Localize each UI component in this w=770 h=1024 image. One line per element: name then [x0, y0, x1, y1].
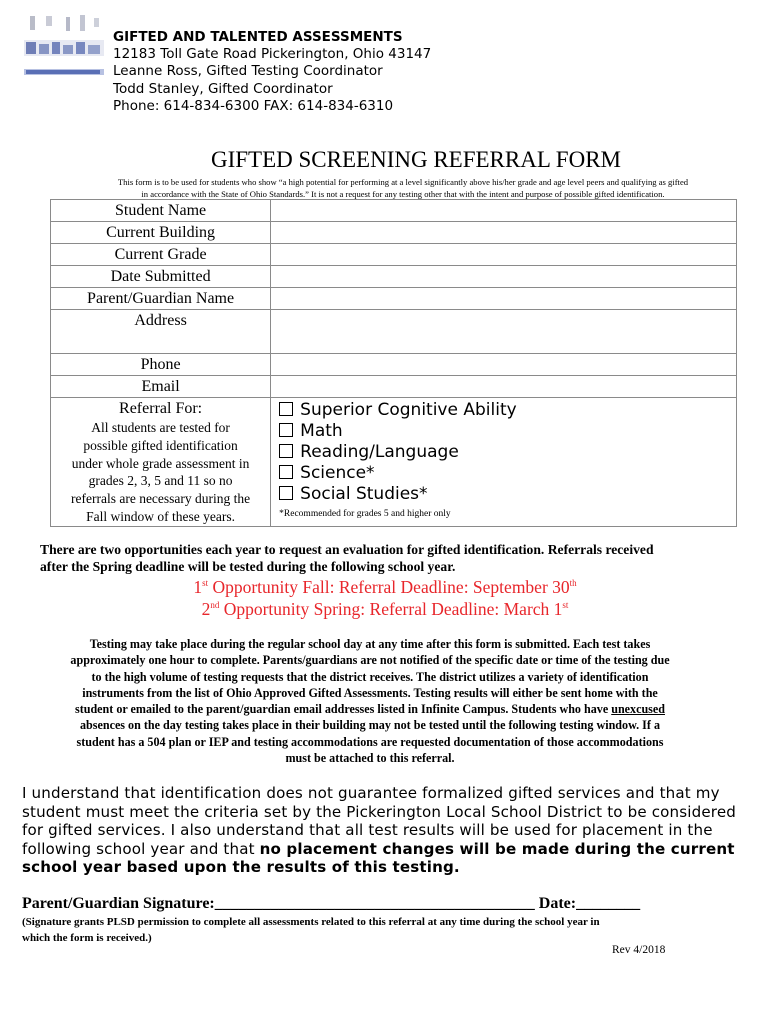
testing-line: Testing may take place during the regular school day at any time after this form is submitted. Each test takes	[89, 637, 651, 651]
parent-name-field[interactable]	[271, 288, 737, 310]
checkbox[interactable]	[279, 486, 293, 500]
signature-note-line: which the form is received.)	[22, 932, 152, 944]
signature-line[interactable]: Parent/Guardian Signature:________________________________________ Date:________	[22, 895, 641, 912]
referral-note-line: possible gifted identification	[83, 437, 238, 453]
student-name-label: Student Name	[51, 200, 271, 222]
referral-note-line: All students are tested for	[91, 420, 230, 435]
referral-note-line: under whole grade assessment in	[71, 455, 250, 471]
phone-label: Phone	[51, 354, 271, 376]
intro-text	[60, 176, 746, 200]
acknowledgement-text: following school year and that	[22, 839, 260, 858]
letterhead-phone: Phone: 614-834-6300 FAX: 614-834-6310	[113, 97, 394, 114]
subject-label: Science*	[300, 463, 375, 483]
referral-form-table	[50, 199, 737, 527]
testing-line: student has a 504 plan or IEP and testing accommodations are requested documentation of those accommodations	[76, 734, 664, 749]
testing-line: absences on the day testing takes place in their building may not be tested until the following testing window. If a	[80, 718, 660, 733]
opportunities-line: after the Spring deadline will be tested during the following school year.	[40, 559, 456, 574]
spring-sup: nd	[210, 600, 220, 611]
referral-note-line: Fall window of these years.	[86, 508, 235, 524]
subject-label: Math	[300, 421, 343, 441]
intro-line: This form is to be used for students who show “a high potential for performing at a level significantly above his/her grade and age level peers and qualifying as gifted	[117, 177, 689, 187]
fall-end-sup: th	[569, 578, 577, 589]
acknowledgement-line: student must meet the criteria set by the Pickerington Local School District to be considered	[22, 802, 736, 821]
letterhead-contact-stanley: Todd Stanley, Gifted Coordinator	[113, 80, 333, 97]
email-field[interactable]	[271, 376, 737, 398]
recommended-note: *Recommended for grades 5 and higher only	[279, 509, 451, 519]
spring-deadline	[0, 599, 770, 620]
signature-note	[22, 914, 712, 946]
checkbox[interactable]	[279, 444, 293, 458]
spring-end-sup: st	[562, 600, 569, 611]
referral-subjects-cell	[271, 398, 737, 527]
student-name-field[interactable]	[271, 200, 737, 222]
testing-line: instruments from the list of Ohio Approved Gifted Assessments. Testing results will either be sent home with the	[82, 685, 658, 700]
acknowledgement-line: I understand that identification does not guarantee formalized gifted services and that my	[22, 784, 720, 802]
current-building-field[interactable]	[271, 222, 737, 244]
form-title: GIFTED SCREENING REFERRAL FORM	[211, 147, 621, 172]
testing-line: to the high volume of testing requests that the district receives. The district utilizes a variety of identification	[91, 669, 649, 684]
intro-line: in accordance with the State of Ohio Standards.” It is not a request for any testing other that with the intent and purpose of possible gifted identification.	[141, 189, 665, 199]
subject-label: Social Studies*	[300, 484, 428, 504]
date-submitted-label: Date Submitted	[51, 266, 271, 288]
checkbox[interactable]	[279, 465, 293, 479]
acknowledgement-bold: no placement changes will be made during the current	[259, 839, 735, 858]
subject-option-social-studies[interactable]	[271, 484, 736, 505]
subject-option-math[interactable]	[271, 421, 736, 442]
checkbox[interactable]	[279, 423, 293, 437]
acknowledgement-paragraph	[22, 784, 742, 877]
address-field[interactable]	[271, 310, 737, 354]
fall-text: Opportunity Fall: Referral Deadline: September 30	[208, 577, 570, 597]
testing-line	[20, 701, 720, 717]
subject-option-science[interactable]	[271, 463, 736, 484]
fall-num: 1	[193, 577, 203, 597]
signature-note-line: (Signature grants PLSD permission to complete all assessments related to this referral at any time during the school year in	[22, 916, 600, 928]
referral-note-line: grades 2, 3, 5 and 11 so no	[88, 473, 233, 489]
fall-deadline	[0, 577, 770, 598]
referral-for-cell	[51, 398, 271, 527]
acknowledgement-line	[22, 858, 742, 877]
subject-option-reading[interactable]	[271, 442, 736, 463]
testing-line: must be attached to this referral.	[285, 751, 455, 766]
subject-label: Reading/Language	[300, 442, 459, 462]
spring-num: 2	[201, 599, 211, 619]
date-submitted-field[interactable]	[271, 266, 737, 288]
current-grade-field[interactable]	[271, 244, 737, 266]
subject-label: Superior Cognitive Ability	[300, 400, 517, 420]
opportunities-line: There are two opportunities each year to request an evaluation for gifted identification. Referrals received	[40, 542, 654, 557]
subject-option-cognitive[interactable]	[271, 398, 736, 421]
testing-text: student or emailed to the parent/guardian email addresses listed in Infinite Campus. Students who have	[75, 702, 612, 717]
phone-field[interactable]	[271, 354, 737, 376]
letterhead-contact-ross: Leanne Ross, Gifted Testing Coordinator	[113, 63, 383, 80]
address-label: Address	[51, 310, 271, 354]
current-grade-label: Current Grade	[51, 244, 271, 266]
parent-name-label: Parent/Guardian Name	[51, 288, 271, 310]
checkbox[interactable]	[279, 402, 293, 416]
letterhead-title: GIFTED AND TALENTED ASSESSMENTS	[113, 29, 403, 45]
district-logo	[22, 14, 106, 80]
acknowledgement-line: for gifted services. I also understand that all test results will be used for placement in the	[22, 821, 713, 839]
unexcused-text: unexcused	[611, 702, 665, 717]
testing-info-paragraph	[20, 636, 720, 766]
revision-label: Rev 4/2018	[612, 944, 666, 956]
letterhead	[113, 29, 431, 115]
acknowledgement-bold: school year based upon the results of this testing.	[22, 858, 460, 876]
spring-text: Opportunity Spring: Referral Deadline: March 1	[219, 599, 563, 619]
opportunities-paragraph	[40, 541, 740, 575]
testing-line: approximately one hour to complete. Parents/guardians are not notified of the specific date or time of the testing due	[70, 653, 670, 668]
acknowledgement-line	[22, 840, 742, 859]
referral-note	[51, 419, 270, 526]
fall-sup: st	[202, 578, 209, 589]
email-label: Email	[51, 376, 271, 398]
current-building-label: Current Building	[51, 222, 271, 244]
letterhead-address: 12183 Toll Gate Road Pickerington, Ohio 43147	[113, 46, 432, 63]
referral-for-label: Referral For:	[119, 400, 203, 417]
referral-note-line: referrals are necessary during the	[71, 491, 251, 507]
